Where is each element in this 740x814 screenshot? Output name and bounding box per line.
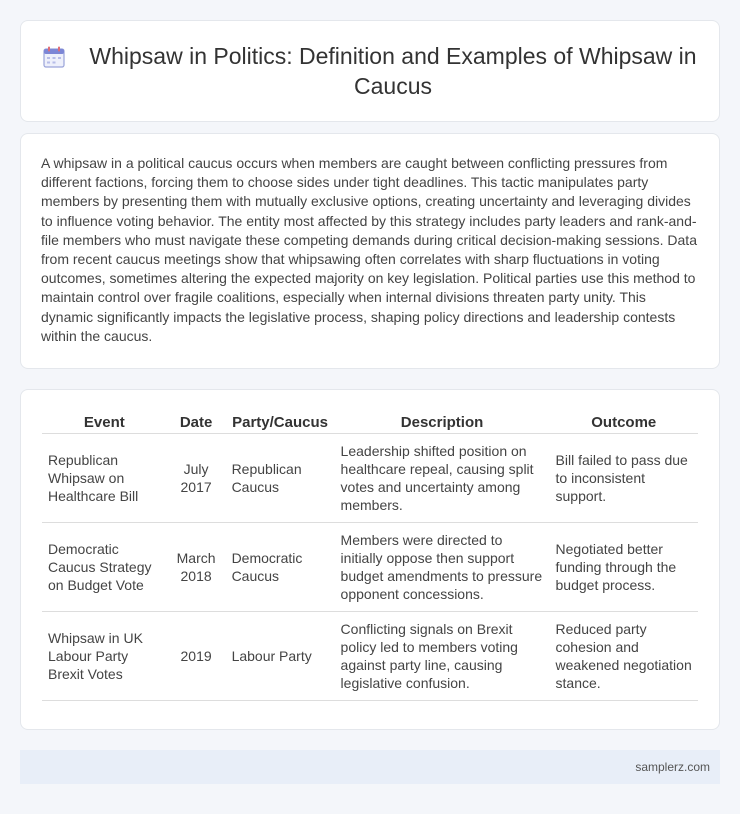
table-header-row	[42, 410, 698, 434]
cell-party: Labour Party	[226, 612, 335, 701]
examples-table	[42, 410, 698, 701]
cell-event: Whipsaw in UK Labour Party Brexit Votes	[42, 612, 167, 701]
column-header-date: Date	[167, 410, 226, 434]
header-card	[20, 20, 720, 122]
page-title: Whipsaw in Politics: Definition and Examples of Whipsaw in Caucus	[89, 43, 697, 99]
summary-card	[20, 133, 720, 369]
table-row	[42, 434, 698, 523]
cell-date: July 2017	[167, 434, 226, 523]
cell-outcome: Reduced party cohesion and weakened negotiation stance.	[550, 612, 698, 701]
column-header-event: Event	[42, 410, 167, 434]
cell-date: March 2018	[167, 523, 226, 612]
header	[21, 21, 719, 121]
cell-event: Republican Whipsaw on Healthcare Bill	[42, 434, 167, 523]
cell-party: Republican Caucus	[226, 434, 335, 523]
table-row	[42, 523, 698, 612]
column-header-party: Party/Caucus	[226, 410, 335, 434]
column-header-description: Description	[335, 410, 550, 434]
table-row	[42, 612, 698, 701]
footer	[20, 750, 720, 784]
calendar-icon	[41, 44, 67, 70]
cell-date: 2019	[167, 612, 226, 701]
cell-party: Democratic Caucus	[226, 523, 335, 612]
footer-site-link[interactable]: samplerz.com	[635, 760, 710, 774]
cell-description: Conflicting signals on Brexit policy led to members voting against party line, causing legislative confusion.	[335, 612, 550, 701]
cell-outcome: Bill failed to pass due to inconsistent support.	[550, 434, 698, 523]
table-card	[20, 389, 720, 730]
cell-outcome: Negotiated better funding through the budget process.	[550, 523, 698, 612]
summary-paragraph: A whipsaw in a political caucus occurs when members are caught between conflicting pressures from different factions, forcing them to choose sides under tight deadlines. This tactic manipulates party members by presenting them with mutually exclusive options, creating uncertainty and leveraging divides to influence voting behavior. The entity most affected by this strategy includes party leaders and rank-and-file members who must navigate these competing demands during critical decision-making sessions. Data from recent caucus meetings show that whipsawing often correlates with sharp fluctuations in voting outcomes, sometimes altering the expected majority on key legislation. Political parties use this method to maintain control over fragile coalitions, especially when internal divisions threaten party unity. This dynamic significantly impacts the legislative process, shaping policy directions and leadership contests within the caucus.	[41, 155, 697, 344]
column-header-outcome: Outcome	[550, 410, 698, 434]
cell-description: Members were directed to initially oppose then support budget amendments to pressure opponent concessions.	[335, 523, 550, 612]
cell-description: Leadership shifted position on healthcare repeal, causing split votes and uncertainty among members.	[335, 434, 550, 523]
cell-event: Democratic Caucus Strategy on Budget Vote	[42, 523, 167, 612]
